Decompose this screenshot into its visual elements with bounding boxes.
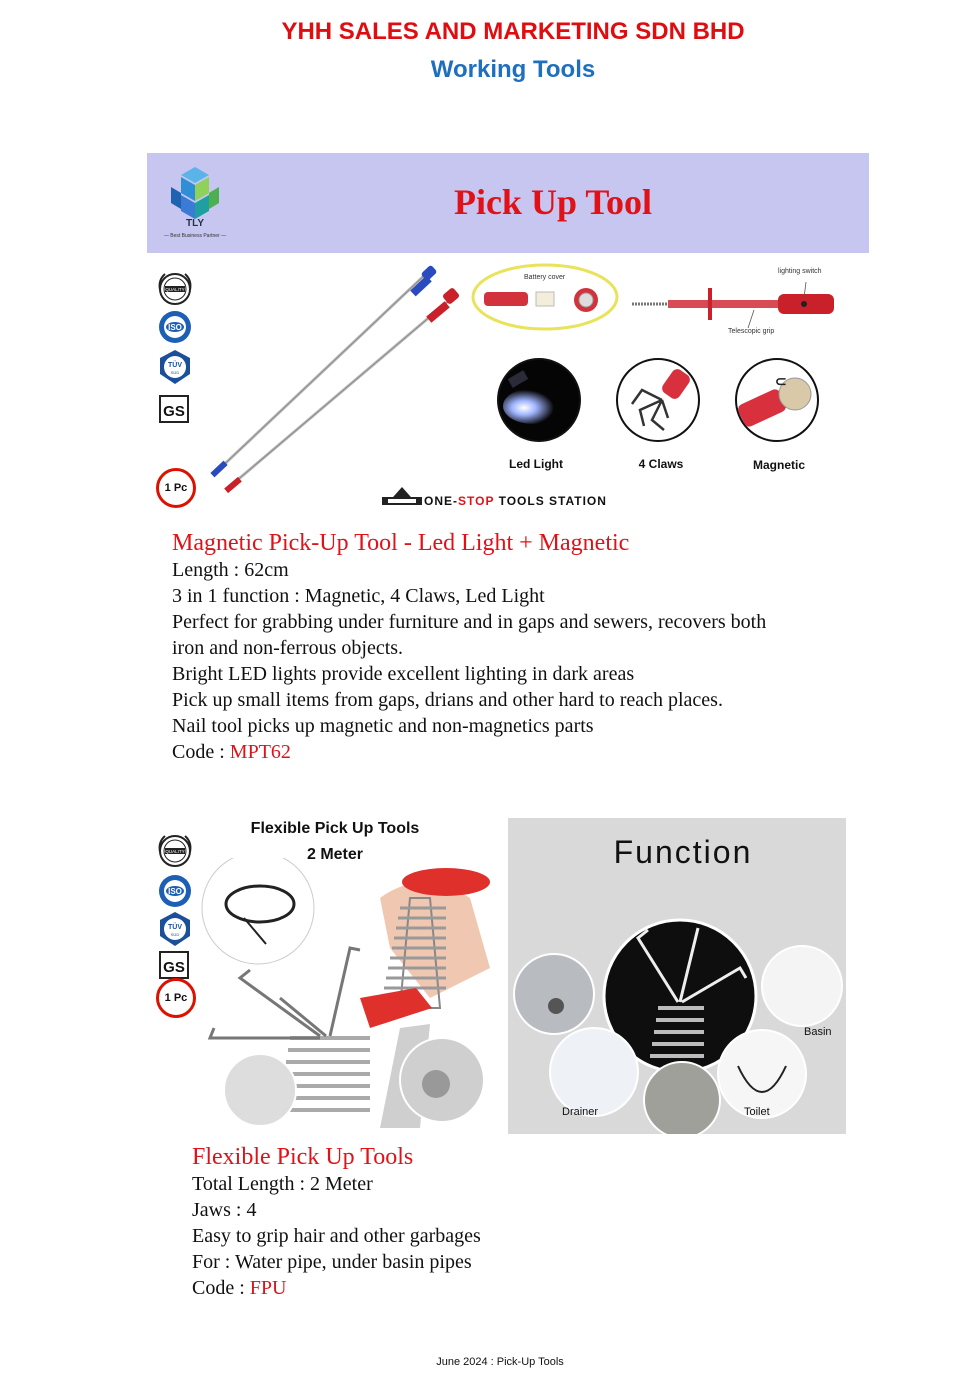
product2-line: Easy to grip hair and other garbages [192,1225,481,1247]
product1-line: iron and non-ferrous objects. [172,637,404,659]
svg-text:GS: GS [163,959,185,976]
svg-text:SÜD: SÜD [170,370,180,375]
switch-label: lighting switch [778,268,822,275]
product1-line: Perfect for grabbing under furniture and in gaps and sewers, recovers both [172,611,767,633]
battery-cover-image [470,262,620,332]
feature-magnetic-label: Magnetic [752,458,805,472]
tool-handle-image [628,266,852,342]
company-name: YHH SALES AND MARKETING SDN BHD [281,18,745,45]
logo-text: TLY [186,218,204,229]
feature-led-light-label: Led Light [509,457,563,471]
flexible-pickup-image [200,818,490,1128]
svg-text:ISO: ISO [168,887,182,896]
page-footer: June 2024 : Pick-Up Tools [436,1356,564,1368]
function-basin-label: Basin [804,1026,832,1038]
product1-title: Magnetic Pick-Up Tool - Led Light + Magnetic [172,530,630,556]
iso-badge-icon [156,872,194,910]
grip-label: Telescopic grip [728,328,775,335]
product2-code-value: FPU [249,1277,287,1299]
product1-code: Code : MPT62 [172,741,291,763]
section-subtitle: Working Tools [430,56,596,83]
iso-badge-icon [156,308,194,346]
svg-text:GS: GS [163,403,185,420]
svg-text:QUALITY: QUALITY [165,849,185,854]
product2-description [192,1144,832,1301]
image-title-line2: 2 Meter [306,846,364,863]
magnetic-image [735,358,819,442]
tuv-badge-icon [156,910,194,948]
quantity-badge: 1 Pc [156,978,196,1018]
product1-line: 3 in 1 function : Magnetic, 4 Claws, Led Light [172,585,545,607]
battery-cover-label: Battery cover [524,274,566,281]
four-claws-image [616,358,700,442]
function-title: Function [613,834,753,870]
svg-text:⊂: ⊂ [775,373,787,389]
svg-text:TÜV: TÜV [168,362,182,369]
title-banner [147,153,869,253]
product1-description [172,530,872,765]
product2-code: Code : FPU [192,1277,287,1299]
led-light-image [497,358,581,442]
quantity-badge: 1 Pc [156,468,196,508]
tools-station-logo-icon [380,483,424,511]
product1-code-value: MPT62 [229,741,291,763]
gs-badge-icon [156,392,194,430]
function-image [508,818,846,1134]
product2-line: Total Length : 2 Meter [192,1173,373,1195]
tools-station-text: ONE-STOP TOOLS STATION [424,494,607,508]
tuv-badge-icon [156,348,194,386]
feature-4-claws-label: 4 Claws [638,457,684,471]
product1-line: Nail tool picks up magnetic and non-magnetics parts [172,715,594,737]
function-toilet-label: Toilet [744,1106,770,1118]
product2-line: Jaws : 4 [192,1199,257,1221]
logo-tagline: — Best Business Partner — [163,233,227,239]
quality-badge-icon [156,832,194,870]
image-title-line1: Flexible Pick Up Tools [250,820,420,837]
product1-line: Bright LED lights provide excellent lighting in dark areas [172,663,635,685]
product1-line: Pick up small items from gaps, drians and other hard to reach places. [172,689,723,711]
svg-text:ISO: ISO [168,323,182,332]
quality-badge-icon [156,270,194,308]
svg-text:SÜD: SÜD [170,932,180,937]
product1-line: Length : 62cm [172,559,289,581]
product2-title: Flexible Pick Up Tools [192,1144,414,1170]
function-drainer-label: Drainer [562,1106,599,1118]
product2-line: For : Water pipe, under basin pipes [192,1251,472,1273]
page-title: Pick Up Tool [453,182,653,222]
svg-text:QUALITY: QUALITY [165,287,185,292]
pickup-rods-image [200,262,470,502]
svg-text:TÜV: TÜV [168,924,182,931]
